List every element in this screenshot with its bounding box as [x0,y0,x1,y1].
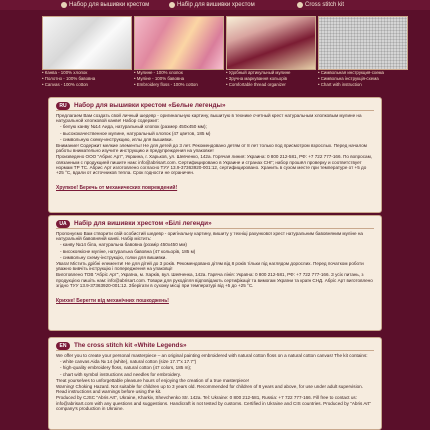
list-item: - символьну схему-інструкцію, голки для вишивки. [60,254,167,260]
producer-text: Produced by CJSC "Abris Art", Ukraine, Kharkiv, Shevchenko Str. 142a. Tel: Ukraine: 0 800 212-581, Russia: +7 722 777-166. Fill free to contact us: info@abrisart.com with any questions and suggestions. Handicraft is not tested by customs. Certified in Ukraine and CIS countries. Produced by "Abris Art" company's production in Ukraine. [56,395,371,411]
language-badge: RU [56,102,70,110]
fragile-warning: Хрупкое! Беречь от механических повреждений! [56,185,178,192]
description-block-ua [48,215,382,331]
list-item: - высококачественное мулине, натуральный хлопок (47 цветов, 185 м) [60,130,211,136]
aida-photo[interactable] [318,16,408,70]
warning-text: Warning! Choking Hazard. Not suitable for children up to 3 years old. Recommended for children of 8 years and above, for use under adult supervision. Read instructions and warnings before using the kit. [56,384,364,395]
caption-organizer: • Удобный артикульный мулине • Зручна маркування кольорів • Comfortable thread organizer [226,70,291,87]
fragile-warning: Крихке! Берегти від механічних пошкоджень! [56,298,169,305]
language-badge: EN [56,342,70,350]
description-block-en [48,337,382,430]
description-block-ru [48,97,382,213]
intro-text: Пропонуємо Вам створити свій особистий шедевр - оригінальну картину, вишиту у техніці рахункової хрест натуральним бавовняним муліне на натуральній бавовняній канві. Набір містить: [56,231,363,242]
list-item: - белую канву №14 Аида, натуральный хлопок (размер 450х450 мм); [60,124,207,130]
tab-english[interactable]: Cross stitch kit [296,0,344,10]
list-item: - chart with symbol instructions and needles for embroidery. [60,371,181,377]
block-title: The cross stitch kit «White Legends» [74,342,187,349]
list-item: - high-quality embroidery floss, natural cotton (47 colors, 185 m); [60,365,192,371]
block-title: Набор для вышивки крестом «Белые легенды» [74,102,226,109]
producer-text: Виготовлено ТОВ "Абріс Арт", Україна, м. Харків, вул. Шевченка, 142а. Гаряча лінія: Україна: 0 800 212-581, РФ: +7 722 777-166. З усіх питань, з продукцією пишіть нам: info@abrisart.com. Товари для рукоділля відповідають сертифікації та вимогам України та країн СНД. Абріс Арт виготовлено згідно ТУУ 13.9-37363920-001:12. Зберігати в сухому місці при температурі від +5 до +25 °С. [56,272,373,288]
caption-chart: • Символьная инструкция-схема • Символьна інструкція-схема • Chart with instruction [318,70,384,87]
threads-photo[interactable] [134,16,224,70]
list-item: - канву №14 біла, натуральна бавовна (розмір 450х450 мм) [60,242,187,248]
intro-text: We offer you to create your personal masterpiece – an original painting embroidered with natural cotton floss on a natural cotton canvas! The kit contains: [56,353,368,358]
pattern-photo[interactable] [226,16,316,70]
caption-canvas: • Канва - 100% хлопок • Полотно - 100% бавовна • Canvas - 100% cotton [42,70,96,87]
list-item: - високоякісне муліне, натуральна бавовна (47 кольорів, 185 м) [60,248,196,254]
list-item: - символьную схему-инструкцию, иглы для вышивки. [60,136,173,142]
caption-threads: • Мулине - 100% хлопок • Муліне - 100% бавовна • Embroidery floss - 100% cotton [134,70,198,87]
language-badge: UA [56,220,70,228]
tab-russian[interactable]: Набор для вышивки крестом [60,0,149,10]
canvas-photo[interactable] [42,16,132,70]
tab-ukrainian[interactable]: Набір для вишивки хрестом [168,0,255,10]
block-header [56,341,374,351]
intro-text: Предлагаем Вам создать свой личный шедевр - оригинальную картину, вышитую в технике счетный крест натуральным хлопковым мулине на натуральной хлопковой канве! Набор содержит: [56,113,362,124]
product-photos [38,16,398,70]
tagline-text: Treat yourselves to unforgettable pleasure hours of enjoying the creation of a true masterpiece! [56,377,250,383]
list-item: - white canvas Aida № 14 (white), natural cotton (size 17.7"x 17.7") [60,359,197,365]
warning-text: Внимание! Содержит мелкие элементы! Не для детей до 3 лет. Рекомендовано детям от 8 лет только под присмотром взрослых. Перед началом работы внимательно изучите инструкцию и предупреждения на упаковке! [56,143,367,154]
producer-text: Произведено ООО "Абрис Арт", Украина, г. Харьков, ул. Шевченко, 142а. Горячая линия: Украина: 0 800 212-581, РФ: +7 722 777-166. По вопросам, связанным с продукцией пишите нам: info@abrisart.com. Сертифицировано в Украине и странах СНГ; набор прошёл проверку и соответствует нормам ТР ТС. Абрис Арт изготовлено согласно ТУУ 13.9-37363920-001:12, сертифицировано. Хранить в сухом месте при температуре от +5 до +25 °С, вдали от источников тепла. Срок годности не ограничен. [56,154,373,176]
block-title: Набір для вишивки хрестом «Білі легенди» [74,220,212,227]
block-header [56,101,374,111]
photo-captions [42,70,402,90]
warning-text: Увага! Містить дрібні елементи! Не для дітей до 3 років. Рекомендовано дітям від 8 років тільки під наглядом дорослих. Перед початком роботи уважно вивчіть інструкцію і попередження на упаковці! [56,261,364,272]
block-header [56,219,374,229]
top-tab-bar [0,0,430,10]
